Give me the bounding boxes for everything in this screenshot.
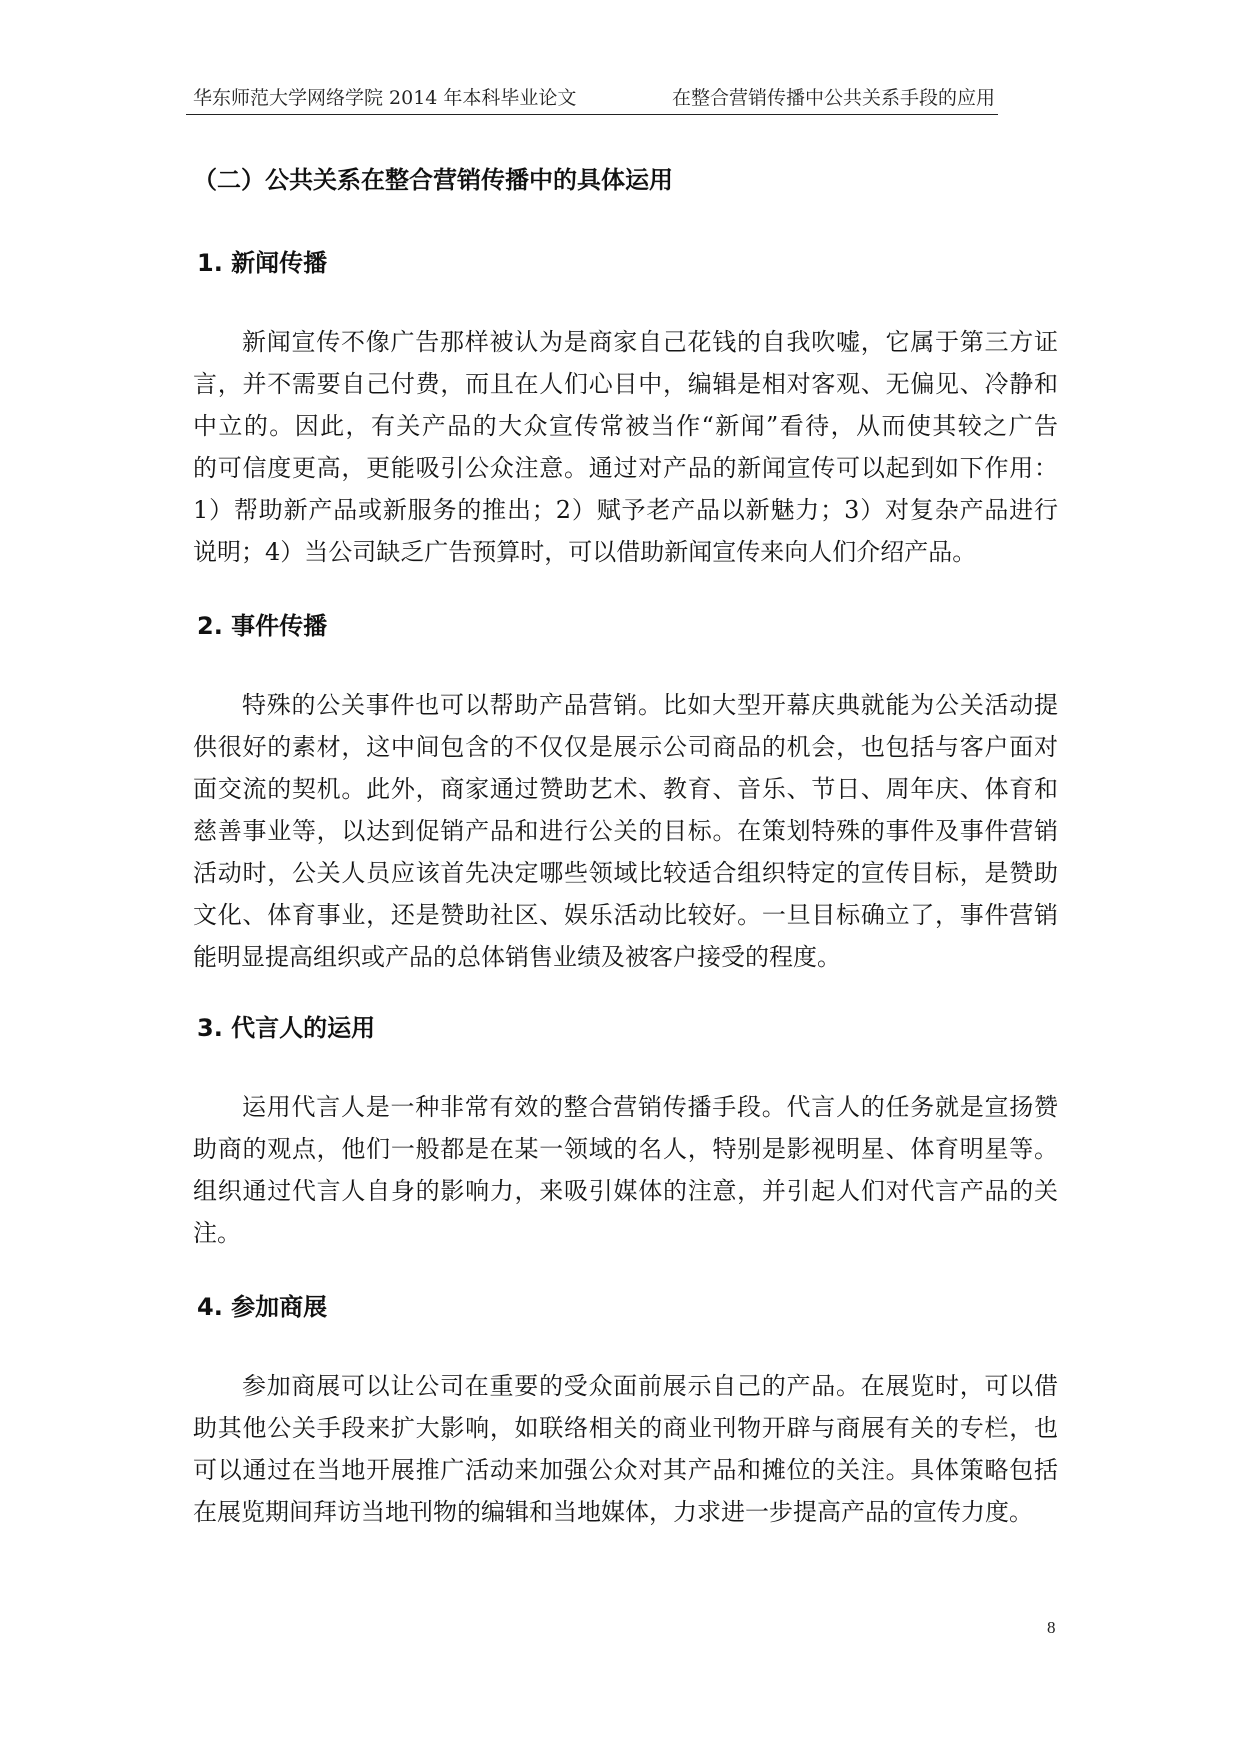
- section-title: （二）公共关系在整合营销传播中的具体运用: [193, 166, 673, 194]
- paragraph-line: 文化、体育事业，还是赞助社区、娱乐活动比较好。一旦目标确立了，事件营销: [193, 901, 1058, 929]
- paragraph-line: 慈善事业等，以达到促销产品和进行公关的目标。在策划特殊的事件及事件营销: [193, 817, 1058, 845]
- paragraph-line: 组织通过代言人自身的影响力，来吸引媒体的注意，并引起人们对代言产品的关: [193, 1177, 1058, 1205]
- paragraph-line: 运用代言人是一种非常有效的整合营销传播手段。代言人的任务就是宣扬赞: [242, 1093, 1058, 1121]
- page-number: 8: [1047, 1618, 1056, 1637]
- paragraph-line: 的可信度更高，更能吸引公众注意。通过对产品的新闻宣传可以起到如下作用：: [193, 454, 1058, 482]
- paragraph-line: 助其他公关手段来扩大影响，如联络相关的商业刊物开辟与商展有关的专栏，也: [193, 1414, 1058, 1442]
- paragraph-line: 在展览期间拜访当地刊物的编辑和当地媒体，力求进一步提高产品的宣传力度。: [193, 1498, 1033, 1526]
- paragraph-line: 助商的观点，他们一般都是在某一领域的名人，特别是影视明星、体育明星等。: [193, 1135, 1058, 1163]
- paragraph-line: 活动时，公关人员应该首先决定哪些领域比较适合组织特定的宣传目标，是赞助: [193, 859, 1058, 887]
- paragraph-line: 面交流的契机。此外，商家通过赞助艺术、教育、音乐、节日、周年庆、体育和: [193, 775, 1058, 803]
- paragraph-line: 中立的。因此，有关产品的大众宣传常被当作“新闻”看待，从而使其较之广告: [193, 412, 1058, 440]
- subsection-heading-trade-show: 4. 参加商展: [197, 1293, 328, 1321]
- running-header-right: 在整合营销传播中公共关系手段的应用: [671, 87, 995, 109]
- paragraph-line: 新闻宣传不像广告那样被认为是商家自己花钱的自我吹嘘，它属于第三方证: [242, 328, 1058, 356]
- paragraph-trade-show: [193, 1365, 1058, 1533]
- running-header-left: 华东师范大学网络学院 2014 年本科毕业论文: [193, 87, 577, 109]
- paragraph-line: 可以通过在当地开展推广活动来加强公众对其产品和摊位的关注。具体策略包括: [193, 1456, 1058, 1484]
- paragraph-line: 注。: [193, 1219, 241, 1247]
- subsection-heading-news: 1. 新闻传播: [197, 249, 328, 277]
- paragraph-spokesperson: [193, 1086, 1058, 1254]
- paragraph-line: 参加商展可以让公司在重要的受众面前展示自己的产品。在展览时，可以借: [242, 1372, 1058, 1400]
- paragraph-line: 说明；4）当公司缺乏广告预算时，可以借助新闻宣传来向人们介绍产品。: [193, 538, 977, 566]
- paragraph-line: 1）帮助新产品或新服务的推出；2）赋予老产品以新魅力；3）对复杂产品进行: [193, 496, 1058, 524]
- paragraph-line: 供很好的素材，这中间包含的不仅仅是展示公司商品的机会，也包括与客户面对: [193, 733, 1058, 761]
- paragraph-news: [193, 321, 1058, 573]
- paragraph-events: [193, 684, 1058, 978]
- paragraph-line: 言，并不需要自己付费，而且在人们心目中，编辑是相对客观、无偏见、冷静和: [193, 370, 1058, 398]
- header-rule: [186, 114, 998, 115]
- paragraph-line: 能明显提高组织或产品的总体销售业绩及被客户接受的程度。: [193, 943, 841, 971]
- subsection-heading-spokesperson: 3. 代言人的运用: [197, 1014, 376, 1042]
- subsection-heading-events: 2. 事件传播: [197, 612, 328, 640]
- paragraph-line: 特殊的公关事件也可以帮助产品营销。比如大型开幕庆典就能为公关活动提: [242, 691, 1058, 719]
